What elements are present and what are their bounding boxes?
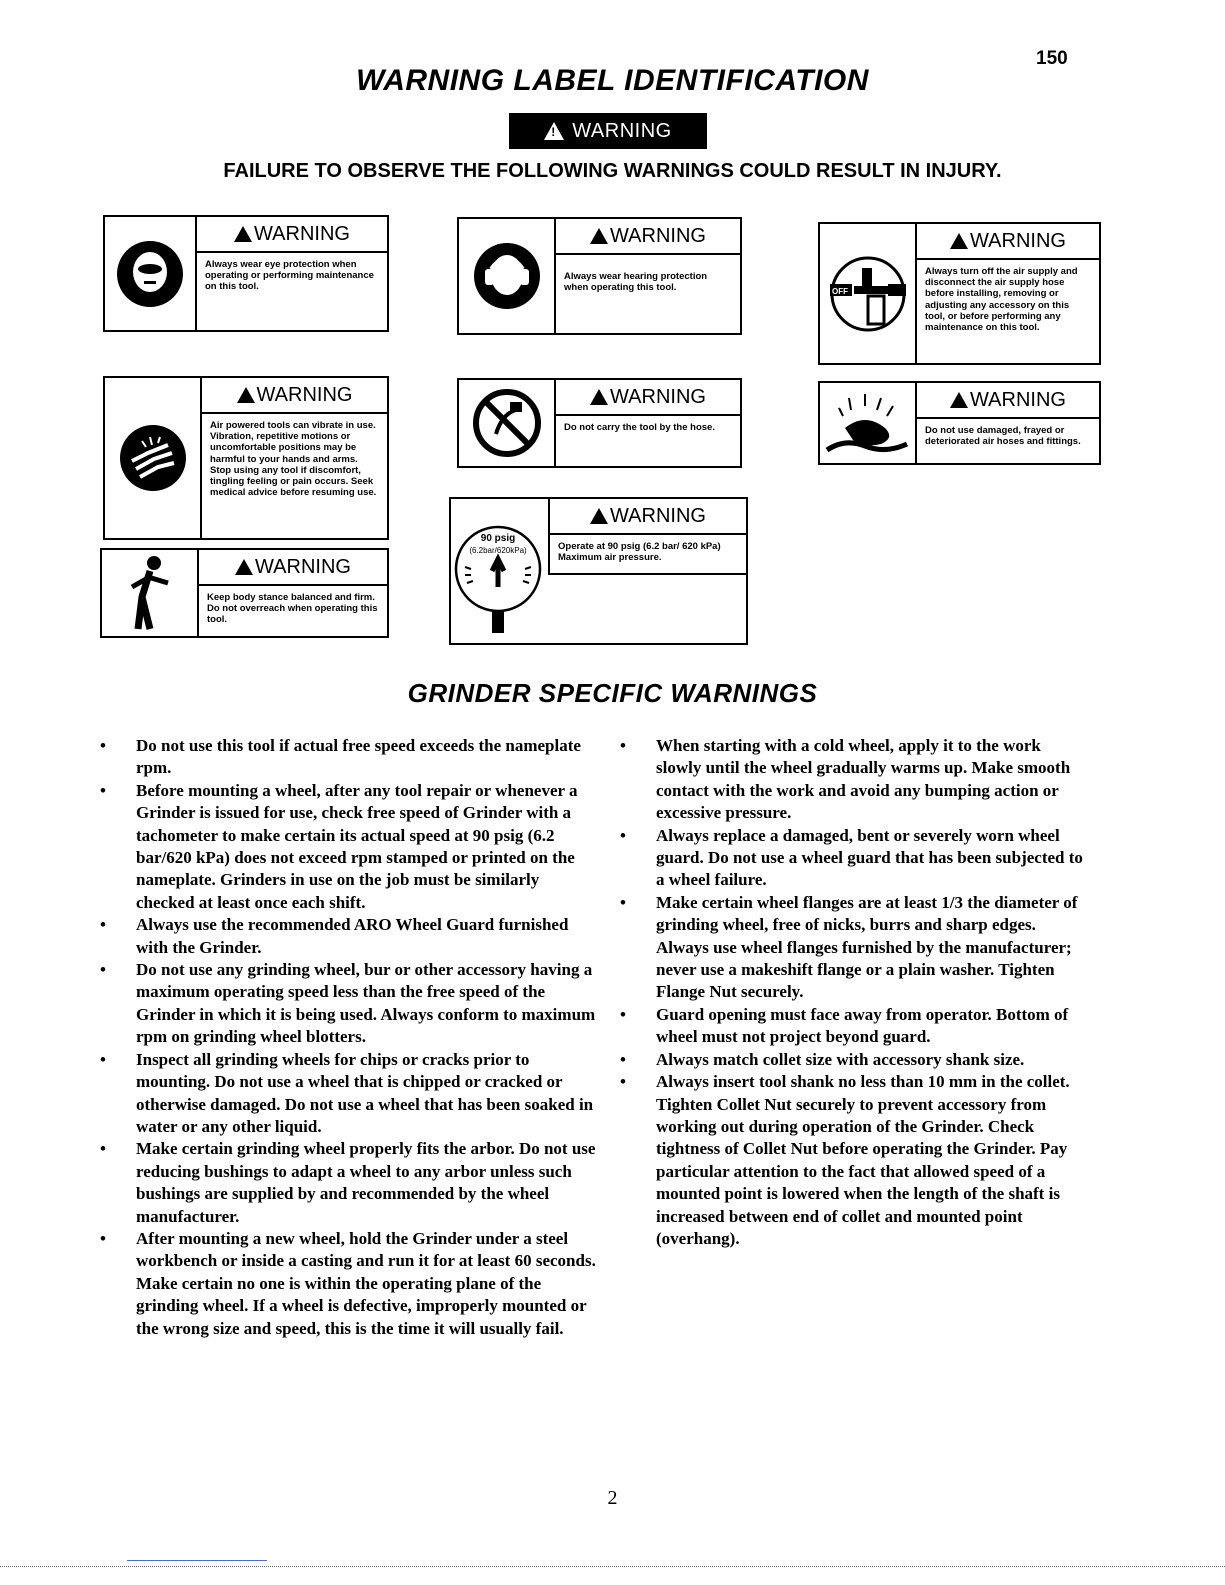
warning-text: When starting with a cold wheel, apply it to the work slowly until the wheel gradually warms up. Make smooth contact with the work and avoid any bumping action or excessive pressure. <box>656 736 1071 823</box>
gauge-bar-text: (6.2bar/620kPa) <box>469 546 527 555</box>
label-heading: WARNING <box>199 550 387 586</box>
warning-text: Always replace a damaged, bent or severely worn wheel guard. Do not use a wheel guard that has been subjected to a wheel failure. <box>656 825 1083 890</box>
warning-list-item <box>100 1138 600 1228</box>
label-heading: WARNING <box>197 217 387 253</box>
section-title: GRINDER SPECIFIC WARNINGS <box>407 678 818 708</box>
label-max-pressure <box>449 497 748 645</box>
page-title: WARNING LABEL IDENTIFICATION <box>356 64 869 97</box>
damaged-hose-icon <box>820 383 917 463</box>
warning-list-item <box>620 735 1090 825</box>
warning-list-item <box>100 1049 600 1139</box>
warning-banner-text: WARNING <box>572 119 672 142</box>
warning-list-item <box>100 780 600 914</box>
left-warning-list <box>100 735 600 1340</box>
bullet-icon: • <box>620 1049 626 1069</box>
label-text: Air powered tools can vibrate in use. Vibration, repetitive motions or uncomfortable positions may be harmful to your hands and arms. Stop using any tool if discomfort, tingling feeling or pain occurs. Seek medical advice before resuming use. <box>210 420 377 499</box>
label-text: Always wear eye protection when operating or performing maintenance on this tool. <box>205 259 374 293</box>
bullet-icon: • <box>620 1072 626 1092</box>
warning-list-item <box>100 1228 600 1340</box>
warning-text: Inspect all grinding wheels for chips or cracks prior to mounting. Do not use a wheel that is chipped or cracked or otherwise damaged. Do not use a wheel that has been soaked in water or any other liquid. <box>136 1049 594 1136</box>
warning-list-item <box>620 1049 1090 1071</box>
bullet-icon: • <box>620 892 626 912</box>
warning-text: Do not use any grinding wheel, bur or other accessory having a maximum operating speed less than the free speed of the Grinder in which it is being used. Always conform to maximum rpm on grinding wheel blotters. <box>136 960 596 1047</box>
label-air-supply <box>818 222 1101 365</box>
warning-triangle-icon <box>544 122 564 140</box>
warning-list-item <box>620 892 1090 1004</box>
page-bottom-rule <box>0 1566 1225 1567</box>
footer-link-underline <box>127 1560 267 1561</box>
label-text: Do not use damaged, frayed or deteriorated air hoses and fittings. <box>925 425 1081 448</box>
footer-page-number: 2 <box>607 1487 618 1509</box>
gauge-psig-text: 90 psig <box>480 533 516 544</box>
warning-list-item <box>620 1004 1090 1049</box>
body-stance-icon <box>102 550 199 636</box>
warning-text: Before mounting a wheel, after any tool repair or whenever a Grinder is issued for use, check free speed of Grinder with a tachometer to make certain its actual speed at 90 psig (6.2 bar/620 kPa) does not exceed rpm stamped or printed on the nameplate. Grinders in use on the job must be similarly checked at least once each shift. <box>136 780 578 912</box>
warning-text: After mounting a new wheel, hold the Grinder under a steel workbench or inside a casting and run it for at least 60 seconds. Make certain no one is within the operating plane of the grinding wheel. If a wheel is defective, improperly mounted or the wrong size and speed, this is the time it will usually fail. <box>136 1228 596 1338</box>
label-heading: WARNING <box>917 383 1099 419</box>
label-text: Keep body stance balanced and firm. Do not overreach when operating this tool. <box>207 592 378 626</box>
label-hearing-protection <box>457 217 742 335</box>
bullet-icon: • <box>100 1049 106 1069</box>
hearing-protection-icon <box>459 219 556 333</box>
bullet-icon: • <box>100 736 106 755</box>
label-heading: WARNING <box>202 378 387 414</box>
label-text: Operate at 90 psig (6.2 bar/ 620 kPa) Maximum air pressure. <box>548 535 746 575</box>
bullet-icon: • <box>620 736 626 755</box>
label-heading: WARNING <box>917 224 1099 260</box>
pressure-gauge-icon <box>451 499 546 643</box>
bullet-icon: • <box>100 1139 106 1159</box>
label-carry-hose <box>457 378 742 468</box>
warning-text: Guard opening must face away from operator. Bottom of wheel must not project beyond guard. <box>656 1004 1069 1047</box>
warning-list-item <box>620 1071 1090 1250</box>
bullet-icon: • <box>100 915 106 935</box>
bullet-icon: • <box>620 1004 626 1024</box>
warning-text: Make certain wheel flanges are at least 1/3 the diameter of grinding wheel, free of nicks, burrs and sharp edges. Always use wheel flanges furnished by the manufacturer; never use a makeshift flange or a plain washer. Tighten Flange Nut securely. <box>656 892 1078 1002</box>
label-heading: WARNING <box>556 380 740 416</box>
label-eye-protection <box>103 215 389 332</box>
warning-list-item <box>620 825 1090 892</box>
air-disconnect-icon <box>820 224 917 363</box>
bullet-icon: • <box>100 960 106 980</box>
label-heading: WARNING <box>556 219 740 255</box>
label-body-stance <box>100 548 389 638</box>
page-number: 150 <box>1036 48 1068 69</box>
warning-text: Do not use this tool if actual free speed exceeds the nameplate rpm. <box>136 736 581 778</box>
label-vibration <box>103 376 389 540</box>
eye-protection-icon <box>105 217 197 330</box>
warning-text: Make certain grinding wheel properly fits the arbor. Do not use reducing bushings to adapt a wheel to any arbor unless such bushings are supplied by and recommended by the wheel manufacturer. <box>136 1139 596 1226</box>
right-warning-list <box>620 735 1090 1250</box>
vibration-hand-icon <box>105 378 202 538</box>
label-text: Do not carry the tool by the hose. <box>564 422 715 433</box>
label-text: Always wear hearing protection when operating this tool. <box>564 271 708 294</box>
svg-text:OFF: OFF <box>831 286 848 296</box>
bullet-icon: • <box>100 780 106 800</box>
page-subtitle: FAILURE TO OBSERVE THE FOLLOWING WARNINGS COULD RESULT IN INJURY. <box>223 160 1002 182</box>
no-carry-by-hose-icon <box>459 380 556 466</box>
label-heading: WARNING <box>548 499 746 535</box>
label-text: Always turn off the air supply and disconnect the air supply hose before installing, removing or adjusting any accessory on this tool, or before performing any maintenance on this tool. <box>925 266 1078 334</box>
warning-list-item <box>100 735 600 780</box>
label-damaged-hoses <box>818 381 1101 465</box>
warning-banner <box>509 113 707 149</box>
warning-list-item <box>100 914 600 959</box>
warning-text: Always use the recommended ARO Wheel Guard furnished with the Grinder. <box>136 915 569 957</box>
bullet-icon: • <box>100 1228 106 1248</box>
warning-text: Always match collet size with accessory shank size. <box>656 1049 1025 1069</box>
warning-text: Always insert tool shank no less than 10 mm in the collet. Tighten Collet Nut securely to prevent accessory from working out during operation of the Grinder. Check tightness of Collet Nut before operating the Grinder. Pay particular attention to the fact that allowed speed of a mounted point is lowered when the length of the shaft is increased between end of collet and mounted point (overhang). <box>656 1072 1070 1248</box>
bullet-icon: • <box>620 825 626 845</box>
warning-list-item <box>100 959 600 1049</box>
